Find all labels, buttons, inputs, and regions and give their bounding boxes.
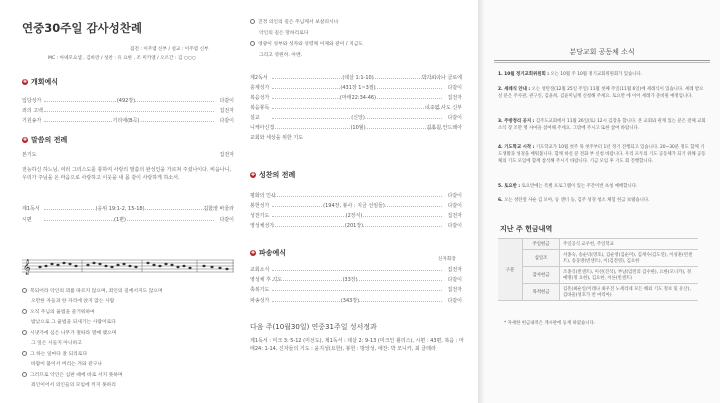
psalm-row: 시편 (1편) 다같이 — [22, 217, 234, 223]
section-liturgy-of-sacrament: ✚ 성찬의 전례 — [250, 171, 296, 179]
news-item-4: 4. 기도학교 시작 : 기도학교가 10월 첫주 목 첫주부터 1년 정기 진행되고 있습니다. 20~30분 정도 함께 기도생활과 성경을 배워봅니다. 함께 하실 분 전화 부 신청 바랍니다. 우리 모두의 기도 공동체가 되기 위해 공동체의 기도 모임에 함께 참석해 주시기 바랍니다. 기금 모임 후 기도 회 진행합니다. — [498, 145, 706, 164]
news-item-5: 5. 토요반 : 토요반에는 특별 프로그램이 있는 주간이번 초청 예배합니다. — [498, 184, 638, 189]
offering-row — [498, 284, 698, 301]
opening-row-3: 기원송가 기리에(B곡) 다같이 — [22, 118, 234, 124]
offering-row — [498, 250, 698, 267]
psalm-verse-8: 바람이 불어서 버리는 겨와 같구나 — [31, 362, 102, 367]
psalm-verse-4: 밤낮으로 그 율법을 되새기는 사람이로다 — [31, 320, 116, 325]
service-credits-line-2: MC : 아녜모요셉 , 김바란 / 성찬 : 유 요한 , 조 미카엘 / 오르간 : 김 ○○○ — [48, 56, 196, 61]
offertory-row: 봉헌성가 (194장, 봉사 : 지금 선임들) 다같이 — [250, 203, 462, 209]
title-rule-bottom — [494, 62, 710, 63]
title-rule-top — [494, 60, 710, 61]
news-item-1: 1. 10월 정기교회위원회 : 오는 10월 주 10월 정기교회위원회가 있습니다. — [498, 72, 643, 77]
offering-kind: 주일헌금 — [523, 239, 560, 250]
psalm-music-score — [22, 257, 234, 275]
cross-icon: ✚ — [250, 172, 256, 178]
psalm-verse-2: 오만한 자들과 한 자리에 앉지 않는 사람 — [31, 299, 115, 304]
opening-row-1: 입당성가 (492장) 다같이 — [22, 98, 234, 104]
cross-icon: ✚ — [22, 137, 28, 143]
collect-row: 본기도 집전자 — [22, 152, 234, 158]
gloria-patri-1: 영광이 성부와 성자와 성령께 이제와 같이 / 지금도 — [250, 40, 363, 47]
community-news-page — [484, 0, 720, 403]
offering-group-label: 구분 — [498, 239, 523, 301]
offering-names: 서종숙, 송순덕(영호), 김순영(김순미), 김재수(김도연), 이성훈(빈센트), 송동방(빈센트), 이(김전영), 김요한 — [560, 250, 699, 267]
offering-row — [498, 239, 698, 250]
post-communion-row: 영성체 후 기도 (33장) 다같이 — [250, 277, 462, 283]
nicene-creed-row: 니케아신경 (10월) 김홍원 안드레아 — [250, 125, 462, 131]
gloria-patri-2: 그리고 영원히. 아멘. — [259, 53, 303, 58]
psalm-verse-10: 죄인이어서 의인들의 모임에 끼지 못하리 — [31, 383, 116, 388]
section-liturgy-of-word: ✚ 말씀의 전례 — [22, 136, 68, 144]
psalm-verse-7: 그 하는 일마다 잘 되리로다 — [22, 350, 87, 357]
sermon-row: 설교 (신앙) 다같이 — [250, 115, 462, 121]
gradual-row: 층계성가 (431장 1~3절) 다같이 — [250, 85, 462, 91]
peace-row: 평화의 인사 다같이 — [250, 193, 462, 199]
psalm-verse-11: 진정 의인의 길은 주님께서 보살피시나 — [250, 18, 338, 25]
offering-names: 조종식(빈센트), 이선(진석), 부남(임빈의 김수한), 요한(모니카), 정예명(정 요한), 김요한, 이른(빈센트) — [560, 267, 699, 284]
cross-icon: ✚ — [250, 250, 256, 256]
community-news-title: 분당교회 공동체 소식 — [569, 48, 635, 56]
offering-table — [498, 238, 698, 301]
collect-prayer-text: 전능하신 하느님, 여러 그리스도를 통하여 사랑의 말씀의 완성인을 가르쳐 주셨나이다. 비옵나니, 우리가 주님을 온 마음으로 사랑하고 이웃을 내 몸 같이 사랑하게 하소서. — [22, 167, 232, 181]
section-opening-rite: ✚ 개회예식 — [22, 78, 59, 86]
gospel-reading-row: 복음봉독 이주엽 사도 신부 — [250, 105, 462, 111]
offering-kind: 목적헌금 — [523, 284, 560, 301]
offering-kind: 십일조 — [523, 250, 560, 267]
psalm-verse-12: 악인의 길은 망하리로다 — [259, 31, 309, 36]
offering-kind: 감사헌금 — [523, 267, 560, 284]
gospel-hymn-row: 복음성가 (마태22:34-46) 집전자 — [250, 95, 462, 101]
next-week-readings-title: 다음 주(10월30일) 연중31주일 성서정과 — [250, 323, 377, 331]
second-reading-row: 제2독서 (데살 1:1-10) 박가피아나 클로에 — [250, 75, 462, 81]
offering-title: 지난 주 헌금내역 — [500, 225, 553, 233]
opening-row-2: 죄의 고백 집전자 — [22, 108, 234, 114]
first-reading-row: 제1독서 (응위 19:1-2, 15-18) 김한영 바울라 — [22, 206, 234, 212]
offering-footnote: * 자세한 헌금내역은 게시판에 등재 하였습니다. — [504, 321, 596, 326]
psalm-verse-9: 그러므로 악인은 심판 때에 바로 서지 못하며 — [22, 371, 123, 378]
dismissal-officiant-label: 신자회장 — [438, 257, 456, 262]
news-item-6: 6. 오는 성탄절 사순 김 모아, 등 앤너 등, 김주 성경 청소 체험 헌금 보탰습니다. — [498, 198, 650, 203]
psalm-verse-3: 오직 주님의 율법을 즐거워하여 — [22, 308, 95, 315]
communion-hymn-row: 영성체성가 (201장) 다같이 — [250, 223, 462, 229]
psalm-verse-6: 그 잎은 시들지 아니하고 — [31, 341, 82, 346]
offering-names: 김흥(최순일/이레나 최우진 노세리네 모든 해외 기도 정보 및 유산), 김바울(성호가 찬 마리아) — [560, 284, 699, 301]
news-item-3: 3. 주방정리 공지 : 김주도교회에서 11월 26일(토) 12시 김장을 합니다. 본 교회와 관계 있는 분은 전체 교회소식 장 조만 명 사마을 참여해 주세요. 그밖에 주시고 또한 참여 바랍니다. — [498, 119, 706, 131]
psalm-verse-5: 시냇가에 심은 나무가 철따라 열매 맺으며 — [22, 329, 116, 336]
dismissal-hymn-row: 파송성가 (343장) 다같이 — [250, 298, 462, 304]
offering-names: 주일공식 교우헌, 주일학교 — [560, 239, 699, 250]
next-week-readings-text: 제1독서 : 미크 3: 5-12 (미선도), 제1독서 : 데살 2: 9-13 (미크인 윌리스), 시편 : 43편, 복음 : 마태24: 1-14, 신자들의 기도 : 윤지성(요한), 봉헌 : 방앙성, 애찬: 박 모니카, 최 클레라 — [250, 338, 464, 352]
intercessions-row: 교회와 세상을 위한 기도 — [250, 135, 304, 141]
cross-icon: ✚ — [22, 79, 28, 85]
blessing-row: 축복기도 집전자 — [250, 287, 462, 293]
service-title: 연중30주일 감사성찬례 — [22, 21, 142, 35]
section-dismissal: ✚ 파송예식 — [250, 249, 287, 257]
psalm-verse-1: 복되어라 악인의 꾀를 따르지 않으며, 죄인의 길에서지도 않으며 — [22, 287, 163, 294]
announcements-row: 교회소식 집전자 — [250, 267, 462, 273]
offering-row — [498, 267, 698, 284]
svg-text:𝄞: 𝄞 — [23, 260, 31, 275]
service-credits-line-1: 집전 : 이주엽 신부 / 설교 : 이주엽 신부 — [130, 47, 209, 52]
eucharistic-prayer-row: 성찬기도 (2장식) 집전자 — [250, 213, 462, 219]
news-item-2: 2. 세례식 안내 : 오는 성탄절(12월 25일 주일) 11월 첫째 주일(11월 6일)에 세례식이 있습니다. 세례 받으실 분은 주사관, 관구인, 김윤희, 김윤미님께 신청해 주세요. 토요반 에 이어 세례가 준비될 예정입니다. — [498, 87, 704, 99]
